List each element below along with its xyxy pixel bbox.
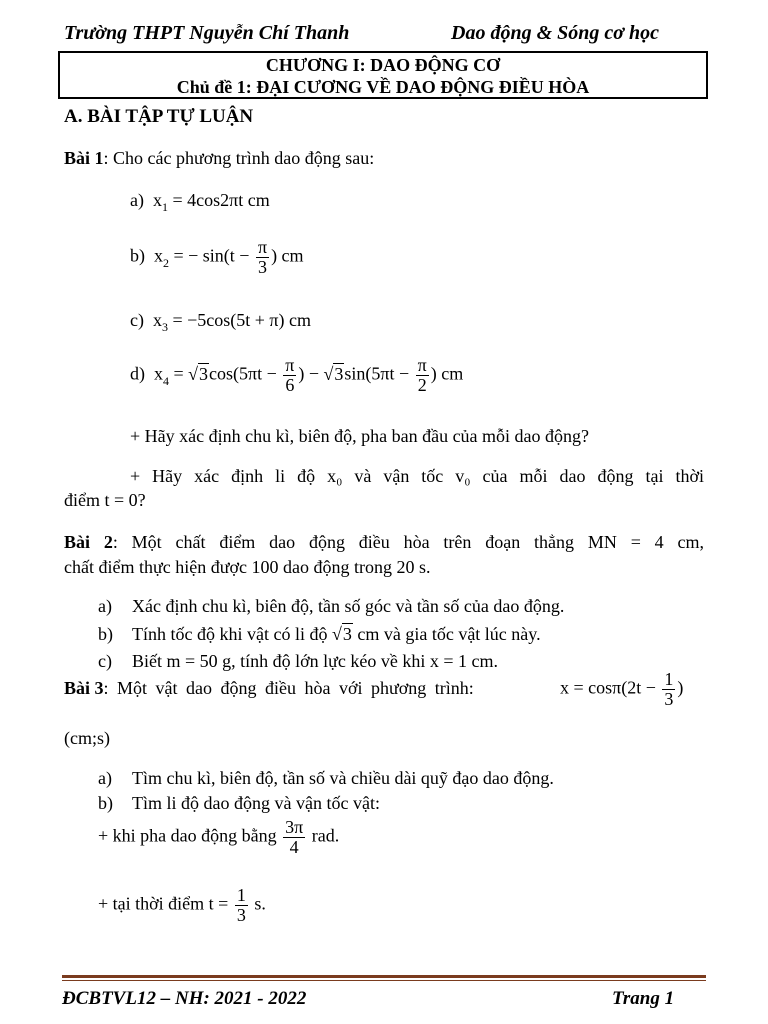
eq-a-sub: 1 [161,200,168,214]
bai1-text: : Cho các phương trình dao động sau: [103,148,375,168]
bai3-text: : Một vật dao động điều hòa với phương trình: [103,678,474,698]
bai3-a: Tìm chu kì, biên độ, tần số và chiều dài quỹ đạo dao động. [132,768,554,788]
bai3-phase-den: 4 [289,836,299,857]
bai3-line1 [64,669,704,709]
eq-d-var: x [154,363,163,384]
footer-divider [62,975,706,978]
eq-d-root2: 3 [334,363,344,384]
bai3-phase-post: rad. [307,825,340,846]
eq-a-expr: = 4cos2πt cm [167,190,270,210]
footer-page: Trang 1 [612,988,675,1009]
eq-d-eq: = [169,363,189,384]
eq-d-root1: 3 [199,363,209,384]
bai2-c: Biết m = 50 g, tính độ lớn lực kéo về khi x = 1 cm. [132,651,499,671]
eq-d-frac1 [283,356,296,395]
bai3-b: Tìm li độ dao động và vận tốc vật: [132,793,380,813]
eq-b-post: ) cm [271,245,304,266]
eq-b-den: 3 [258,256,268,277]
eq-d-mid: ) − [298,363,324,384]
bai1-label: Bài 1 [64,148,104,168]
bai2-c-label: c) [98,651,112,671]
bai2-b [132,624,541,645]
bai3-b-label: b) [98,793,113,813]
bai2-a-label: a) [98,596,112,616]
eq-a-var: x [152,190,162,210]
eq-d-post: ) cm [430,363,464,384]
eq-b-sub: 2 [163,255,169,270]
eq-d-den2: 2 [417,374,427,395]
bai2-line1 [64,532,704,553]
eq-d-sub: 4 [163,373,169,388]
eq-d-den1: 6 [285,374,295,395]
sqrt-icon: √3 [323,363,344,384]
bai2-b-post: cm và gia tốc vật lúc này. [352,624,541,644]
bai3-phase [98,818,339,857]
eq-b-label: b) [130,245,145,266]
eq-d-num1: π [285,355,295,375]
bai3-time-num: 1 [236,885,246,905]
bai1-question-2-line2: điểm t = 0? [64,490,146,510]
chapter-title: CHƯƠNG I: DAO ĐỘNG CƠ [265,55,501,75]
eq-a-label: a) [130,190,144,210]
bai3-units: (cm;s) [64,728,110,748]
bai1-intro [64,148,374,169]
topic-title: Chủ đề 1: ĐẠI CƯƠNG VỀ DAO ĐỘNG ĐIỀU HÒA [176,77,590,97]
eq-b-var: x [154,245,163,266]
bai3-time-den: 3 [236,904,246,925]
header-subject: Dao động & Sóng cơ học [451,22,659,44]
bai1-eq-b [130,238,304,277]
bai3-eq-den: 3 [664,688,674,709]
bai3-equation [560,670,683,709]
eq-b-num: π [257,237,268,257]
eq-d-frac2 [416,356,429,395]
title-box [58,51,708,99]
bai3-eq-num: 1 [664,669,674,689]
bai3-time-post: s. [249,893,266,914]
bai2-b-root: 3 [342,624,352,644]
bai3-label: Bài 3 [64,678,104,698]
bai3-eq-frac [662,670,675,709]
bai3-eq-post: ) [677,677,684,698]
bai3-phase-num: 3π [285,817,304,837]
bai3-eq-pre: x = cosπ(2t − [560,677,661,698]
eq-c-var: x [152,310,162,330]
bai1-eq-c [130,310,311,334]
eq-c-sub: 3 [161,320,168,334]
bai1-eq-a [130,190,270,214]
sqrt-icon: √3 [188,363,209,384]
eq-b-pre: = − sin(t − [169,245,254,266]
bai1-question-1: + Hãy xác định chu kì, biên độ, pha ban đầu của mỗi dao động? [130,426,590,446]
bai1-question-2-line1: + Hãy xác định li độ x₀ và vận tốc v₀ của mỗi dao động tại thời [130,466,704,486]
bai3-time-frac [235,886,248,925]
bai2-label: Bài 2 [64,532,113,552]
bai3-phase-frac [283,818,305,857]
eq-c-expr: = −5cos(5t + π) cm [167,310,311,330]
bai3-phase-pre: + khi pha dao động bằng [98,825,282,846]
header-school: Trường THPT Nguyễn Chí Thanh [64,22,350,44]
bai3-time-pre: + tại thời điểm t = [98,893,233,914]
eq-d-p2: sin(5πt − [344,363,414,384]
bai3-time [98,886,266,925]
eq-c-label: c) [130,310,144,330]
eq-d-p1: cos(5πt − [209,363,282,384]
eq-d-num2: π [417,355,427,375]
sqrt-icon: √3 [331,624,352,644]
bai3-a-label: a) [98,768,112,788]
eq-d-label: d) [130,363,145,384]
eq-b-frac [256,238,269,277]
bai1-eq-d [130,356,463,395]
footer-divider-thin [62,980,706,981]
bai2-text: : Một chất điểm dao động điều hòa trên đoạn thẳng MN = 4 cm, [112,532,704,552]
bai2-line2: chất điểm thực hiện được 100 dao động trong 20 s. [64,557,431,577]
bai2-b-label: b) [98,624,113,644]
footer-left: ĐCBTVL12 – NH: 2021 - 2022 [62,988,307,1009]
bai2-b-pre: Tính tốc độ khi vật có li độ [132,624,332,644]
section-title: A. BÀI TẬP TỰ LUẬN [64,106,254,127]
bai2-a: Xác định chu kì, biên độ, tần số góc và tần số của dao động. [132,596,565,616]
